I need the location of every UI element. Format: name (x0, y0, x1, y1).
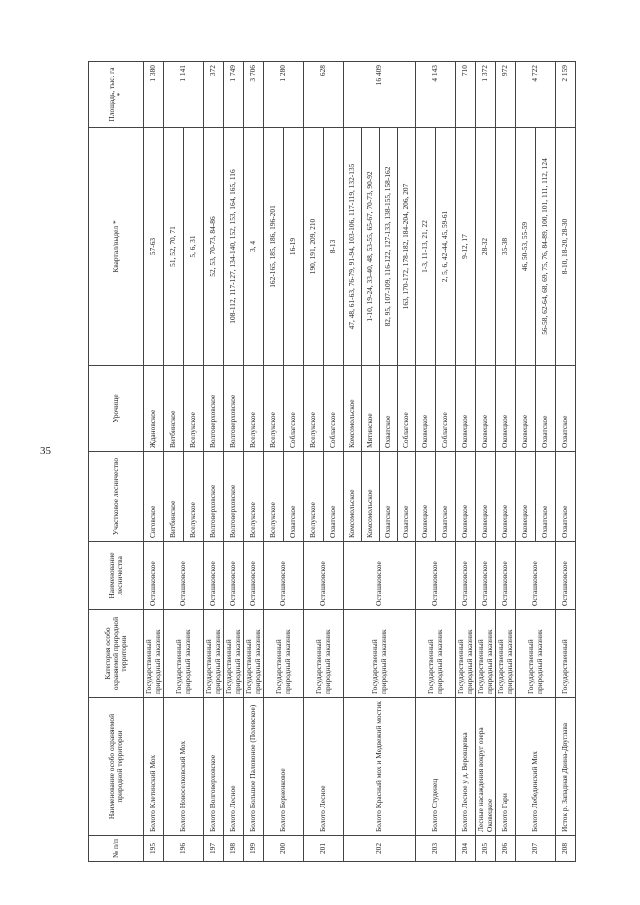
area-value-cell: 16 409 (344, 62, 416, 128)
area-name-cell: Лесные насаждения вокруг озера Оковецкое (476, 698, 496, 836)
district-forestry-cell: Сиговское (144, 452, 164, 542)
column-header: Площадь, тыс. га * (89, 62, 144, 128)
tract-cell: Оковецкое (416, 366, 436, 452)
area-value-cell: 710 (456, 62, 476, 128)
category-cell: Государственный природный заказник (304, 610, 344, 698)
quarter-cell: 190, 191, 209, 210 (304, 128, 324, 366)
tract-cell: Ждановское (144, 366, 164, 452)
tract-cell: Вселукское (244, 366, 264, 452)
table-row (344, 62, 362, 862)
district-forestry-cell: Волговерховское (204, 452, 224, 542)
table-row (516, 62, 536, 862)
area-value-cell: 1 380 (144, 62, 164, 128)
quarter-cell: 16-19 (284, 128, 304, 366)
area-value-cell: 372 (204, 62, 224, 128)
quarter-cell: 56-58, 62-64, 68, 69, 75, 76, 84-89, 100, 101, 111, 112, 124 (536, 128, 556, 366)
row-number-cell: 197 (204, 836, 224, 862)
row-number-cell: 207 (516, 836, 556, 862)
district-forestry-cell: Оковецкое (476, 452, 496, 542)
tract-cell: Охватское (380, 366, 398, 452)
table-row (556, 62, 576, 862)
row-number-cell: 206 (496, 836, 516, 862)
column-header: Наименование лесничества (89, 542, 144, 610)
district-forestry-cell: Оковецкое (416, 452, 436, 542)
category-cell: Государственный природный заказник (476, 610, 496, 698)
district-forestry-cell: Витбинское (164, 452, 184, 542)
rotated-table-sheet (88, 62, 604, 862)
quarter-cell: 35-38 (496, 128, 516, 366)
area-value-cell: 628 (304, 62, 344, 128)
district-forestry-cell: Охватское (284, 452, 304, 542)
row-number-cell: 204 (456, 836, 476, 862)
tract-cell: Оковецкое (476, 366, 496, 452)
quarter-cell: 2, 5, 6, 42-44, 45, 59-61 (436, 128, 456, 366)
quarter-cell: 57-63 (144, 128, 164, 366)
table-row (456, 62, 476, 862)
forestry-cell: Осташковское (264, 542, 304, 610)
protected-areas-table (88, 61, 576, 862)
forestry-cell: Осташковское (456, 542, 476, 610)
tract-cell: Мятинское (362, 366, 380, 452)
column-header: Наименование особо охраняемой природной территории (89, 698, 144, 836)
column-header: Категория особо охраняемой природной территории (89, 610, 144, 698)
district-forestry-cell: Оковецкое (516, 452, 536, 542)
tract-cell: Оковецкое (456, 366, 476, 452)
area-name-cell: Болото Новоселковский Мох (164, 698, 204, 836)
table-row (164, 62, 184, 862)
row-number-cell: 203 (416, 836, 456, 862)
district-forestry-cell: Вселукское (264, 452, 284, 542)
row-number-cell: 196 (164, 836, 204, 862)
area-value-cell: 1 749 (224, 62, 244, 128)
category-cell: Государственный (556, 610, 576, 698)
page-number: 35 (40, 445, 51, 457)
district-forestry-cell: Вселукское (184, 452, 204, 542)
column-header: № п/п (89, 836, 144, 862)
tract-cell: Оковецкое (516, 366, 536, 452)
district-forestry-cell: Комсомольское (362, 452, 380, 542)
tract-cell: Соблагское (284, 366, 304, 452)
area-name-cell: Болото Лебединский Мох (516, 698, 556, 836)
forestry-cell: Осташковское (416, 542, 456, 610)
tract-cell: Вселукское (264, 366, 284, 452)
area-name-cell: Болото Гари (496, 698, 516, 836)
area-value-cell: 4 143 (416, 62, 456, 128)
quarter-cell: 1-10, 19-24, 33-40, 48, 53-55, 65-67, 70-73, 90-92 (362, 128, 380, 366)
row-number-cell: 195 (144, 836, 164, 862)
quarter-cell: 28-32 (476, 128, 496, 366)
category-cell: Государственный природный заказник (144, 610, 164, 698)
category-cell: Государственный природный заказник (456, 610, 476, 698)
quarter-cell: 46, 50-53, 55-59 (516, 128, 536, 366)
district-forestry-cell: Вселукское (244, 452, 264, 542)
category-cell: Государственный природный заказник (416, 610, 456, 698)
table-row (224, 62, 244, 862)
quarter-cell: 52, 53, 70-73, 84-86 (204, 128, 224, 366)
table-body (144, 62, 576, 862)
area-name-cell: Болото Красный мох и Медвежий мостик (344, 698, 416, 836)
forestry-cell: Осташковское (244, 542, 264, 610)
district-forestry-cell: Оковецкое (456, 452, 476, 542)
quarter-cell: 8-13 (324, 128, 344, 366)
area-value-cell: 1 141 (164, 62, 204, 128)
row-number-cell: 198 (224, 836, 244, 862)
quarter-cell: 82, 95, 107-109, 116-122, 127-133, 138-155, 158-162 (380, 128, 398, 366)
area-value-cell: 2 159 (556, 62, 576, 128)
category-cell: Государственный природный заказник (224, 610, 244, 698)
table-row (144, 62, 164, 862)
category-cell: Государственный природный заказник (244, 610, 264, 698)
table-row (304, 62, 324, 862)
area-value-cell: 972 (496, 62, 516, 128)
tract-cell: Комсомольское (344, 366, 362, 452)
quarter-cell: 108-112, 117-127, 134-140, 152, 153, 164, 165, 116 (224, 128, 244, 366)
area-name-cell: Болото Лесное у д. Веровщевка (456, 698, 476, 836)
forestry-cell: Осташковское (204, 542, 224, 610)
row-number-cell: 205 (476, 836, 496, 862)
table-row (476, 62, 496, 862)
area-name-cell: Болото Большое Паловоное (Полевское) (244, 698, 264, 836)
district-forestry-cell: Охватское (436, 452, 456, 542)
district-forestry-cell: Оковецкое (496, 452, 516, 542)
forestry-cell: Осташковское (164, 542, 204, 610)
table-row (204, 62, 224, 862)
quarter-cell: 9-12, 17 (456, 128, 476, 366)
forestry-cell: Осташковское (556, 542, 576, 610)
row-number-cell: 199 (244, 836, 264, 862)
category-cell: Государственный природный заказник (516, 610, 556, 698)
category-cell: Государственный природный заказник (496, 610, 516, 698)
forestry-cell: Осташковское (344, 542, 416, 610)
table-header-row (89, 62, 144, 862)
district-forestry-cell: Охватское (536, 452, 556, 542)
column-header: Участковое лесничество (89, 452, 144, 542)
district-forestry-cell: Охватское (556, 452, 576, 542)
tract-cell: Соблагское (324, 366, 344, 452)
area-name-cell: Болото Берненковое (264, 698, 304, 836)
forestry-cell: Осташковское (476, 542, 496, 610)
tract-cell: Волговерховское (204, 366, 224, 452)
area-name-cell: Болото Волговерховское (204, 698, 224, 836)
tract-cell: Витбинское (164, 366, 184, 452)
quarter-cell: 3, 4 (244, 128, 264, 366)
district-forestry-cell: Охватское (380, 452, 398, 542)
quarter-cell: 51, 52, 70, 71 (164, 128, 184, 366)
column-header: Квартал/выдел * (89, 128, 144, 366)
tract-cell: Охватское (536, 366, 556, 452)
category-cell: Государственный природный заказник (344, 610, 416, 698)
tract-cell: Оковецкое (496, 366, 516, 452)
area-value-cell: 3 706 (244, 62, 264, 128)
area-name-cell: Болото Клетинский Мох (144, 698, 164, 836)
forestry-cell: Осташковское (516, 542, 556, 610)
tract-cell: Соблагское (398, 366, 416, 452)
quarter-cell: 8-10, 18-20, 28-30 (556, 128, 576, 366)
quarter-cell: 47, 48, 61-63, 76-79, 91-94, 103-106, 117-119, 132-135 (344, 128, 362, 366)
quarter-cell: 1-3, 11-13, 21, 22 (416, 128, 436, 366)
table-row (496, 62, 516, 862)
district-forestry-cell: Охватское (398, 452, 416, 542)
quarter-cell: 163, 170-172, 178-182, 184-204, 206, 207 (398, 128, 416, 366)
tract-cell: Вселукское (184, 366, 204, 452)
category-cell: Государственный природный заказник (164, 610, 204, 698)
category-cell: Государственный природный заказник (264, 610, 304, 698)
table-row (244, 62, 264, 862)
table-row (416, 62, 436, 862)
row-number-cell: 208 (556, 836, 576, 862)
area-value-cell: 4 722 (516, 62, 556, 128)
district-forestry-cell: Комсомольское (344, 452, 362, 542)
forestry-cell: Осташковское (224, 542, 244, 610)
area-value-cell: 1 372 (476, 62, 496, 128)
column-header: Урочище (89, 366, 144, 452)
area-name-cell: Болото Лесное (304, 698, 344, 836)
quarter-cell: 162-165, 185, 186, 196-201 (264, 128, 284, 366)
category-cell: Государственный природный заказник (204, 610, 224, 698)
area-name-cell: Исток р. Западная Двина-Двуглава (556, 698, 576, 836)
forestry-cell: Осташковское (496, 542, 516, 610)
area-name-cell: Болото Лесное (224, 698, 244, 836)
tract-cell: Соблагское (436, 366, 456, 452)
district-forestry-cell: Вселукское (304, 452, 324, 542)
district-forestry-cell: Охватское (324, 452, 344, 542)
tract-cell: Вселукское (304, 366, 324, 452)
area-value-cell: 1 280 (264, 62, 304, 128)
tract-cell: Охватское (556, 366, 576, 452)
forestry-cell: Осташковское (304, 542, 344, 610)
row-number-cell: 201 (304, 836, 344, 862)
row-number-cell: 202 (344, 836, 416, 862)
quarter-cell: 5, 6, 31 (184, 128, 204, 366)
district-forestry-cell: Волговерховское (224, 452, 244, 542)
forestry-cell: Осташковское (144, 542, 164, 610)
row-number-cell: 200 (264, 836, 304, 862)
area-name-cell: Болото Студенец (416, 698, 456, 836)
tract-cell: Волговерховское (224, 366, 244, 452)
table-row (264, 62, 284, 862)
